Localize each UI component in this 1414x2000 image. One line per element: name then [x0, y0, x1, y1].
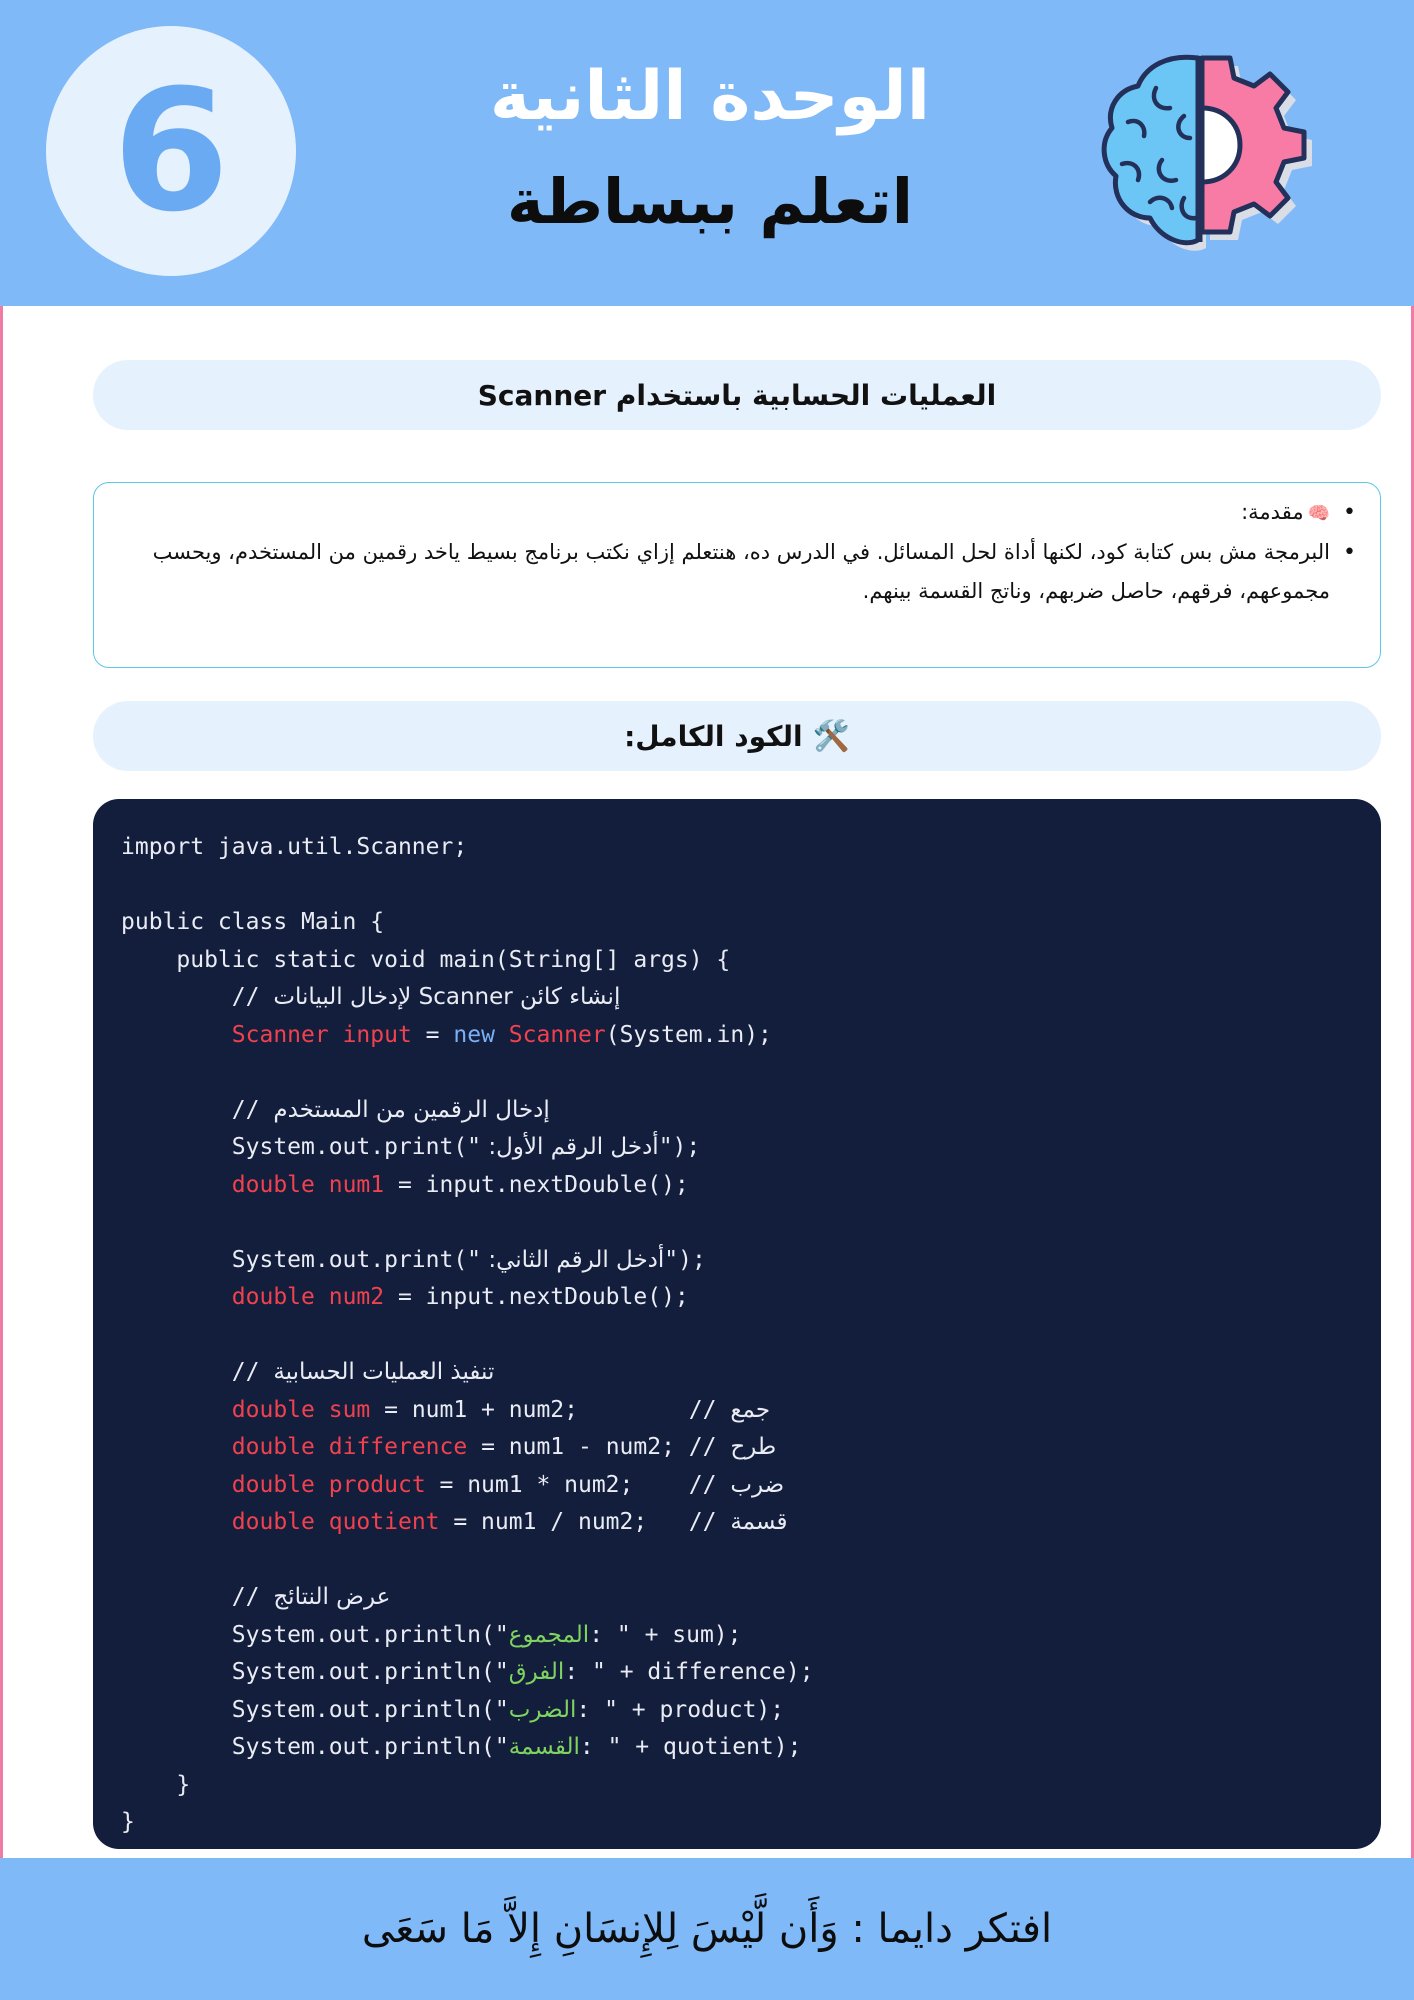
- code-token: quotient: [328, 1509, 440, 1535]
- code-token: }: [121, 1809, 135, 1835]
- code-token: الفرق: [508, 1659, 565, 1685]
- code-token: أدخل الرقم الأول:: [481, 1134, 659, 1160]
- code-token: double: [231, 1471, 315, 1498]
- code-token: جمع: [730, 1396, 771, 1423]
- code-token: = num1 * num2; //: [425, 1471, 731, 1498]
- code-line: [121, 904, 1381, 942]
- code-token: }: [121, 1771, 191, 1798]
- code-token: sum: [328, 1396, 371, 1423]
- code-token: (System.in);: [605, 1021, 772, 1048]
- code-token: [315, 1172, 329, 1198]
- code-line: [121, 1354, 1381, 1392]
- code-token: Scanner: [231, 1021, 329, 1048]
- code-token: : " + product);: [576, 1696, 785, 1723]
- code-line: [121, 1654, 1381, 1692]
- intro-paragraph-text: البرمجة مش بس كتابة كود، لكنها أداة لحل المسائل. في الدرس ده، هنتعلم إزاي نكتب برنامج بسيط ياخد رقمين من المستخدم، ويحسب مجموعهم، فرقهم، حاصل ضربهم، وناتج القسمة بينهم.: [152, 540, 1330, 603]
- code-line: [121, 1092, 1381, 1130]
- code-line: [121, 1579, 1381, 1617]
- code-token: num1: [328, 1171, 385, 1198]
- intro-box: [93, 482, 1381, 668]
- intro-heading: [104, 493, 1356, 533]
- code-token: = num1 + num2; //: [370, 1396, 731, 1423]
- code-token: //: [121, 1096, 274, 1123]
- code-token: عرض النتائج: [273, 1584, 391, 1610]
- code-token: public static void main(String[] args) {: [121, 946, 731, 973]
- code-token: : " + quotient);: [579, 1734, 802, 1760]
- code-line: [121, 1804, 1381, 1842]
- code-token: = input.nextDouble();: [384, 1171, 689, 1198]
- code-token: ضرب: [730, 1471, 785, 1498]
- code-token: double: [231, 1509, 315, 1535]
- page-footer: [0, 1858, 1414, 2000]
- unit-subtitle: اتعلم ببساطة: [507, 165, 913, 238]
- code-line: [121, 1242, 1381, 1280]
- code-line: [121, 1279, 1381, 1317]
- code-line: [121, 1054, 1381, 1092]
- code-token: = num1 - num2; //: [467, 1434, 731, 1460]
- code-token: [121, 1397, 232, 1423]
- code-token: [315, 1434, 329, 1460]
- intro-paragraph: [104, 533, 1356, 611]
- code-token: double: [231, 1284, 315, 1310]
- bullet-icon: •: [1343, 500, 1356, 525]
- code-line: [121, 1392, 1381, 1430]
- code-token: public class Main {: [121, 909, 385, 935]
- code-line: [121, 1617, 1381, 1655]
- code-token: product: [328, 1471, 426, 1498]
- code-token: difference: [328, 1434, 468, 1460]
- code-token: Scanner: [508, 1021, 606, 1048]
- code-token: //: [121, 1359, 274, 1385]
- unit-title: الوحدة الثانية: [489, 57, 931, 136]
- code-token: [121, 1434, 232, 1460]
- intro-heading-text: مقدمة:: [1241, 500, 1304, 524]
- code-token: [121, 1284, 232, 1310]
- code-token: double: [231, 1171, 315, 1198]
- code-token: المجموع: [508, 1621, 590, 1648]
- code-line: [121, 1167, 1381, 1205]
- code-token: [121, 1172, 232, 1198]
- section-title-text: العمليات الحسابية باستخدام Scanner: [477, 378, 997, 412]
- code-token: [121, 1022, 232, 1048]
- code-token: new: [453, 1021, 495, 1048]
- unit-number: 6: [112, 53, 230, 249]
- code-token: تنفيذ العمليات الحسابية: [273, 1359, 495, 1385]
- bullet-icon: •: [1343, 540, 1356, 565]
- code-token: System.out.print(": [121, 1134, 482, 1160]
- code-token: [495, 1022, 509, 1048]
- code-line: [121, 1129, 1381, 1167]
- code-line: [121, 1017, 1381, 1055]
- code-token: = num1 / num2; //: [439, 1509, 731, 1535]
- code-line: [121, 942, 1381, 980]
- code-line: [121, 1429, 1381, 1467]
- unit-number-badge: [46, 26, 296, 276]
- brain-gear-icon: [1098, 52, 1320, 262]
- code-line: [121, 1504, 1381, 1542]
- section-title: [93, 360, 1381, 430]
- code-token: System.out.print(": [121, 1246, 482, 1273]
- code-heading-text: الكود الكامل:: [624, 719, 803, 753]
- brain-icon: 🧠: [1307, 503, 1330, 524]
- code-line: [121, 1767, 1381, 1805]
- code-token: أدخل الرقم الثاني:: [481, 1246, 665, 1273]
- code-line: [121, 1542, 1381, 1580]
- code-token: القسمة: [508, 1734, 580, 1760]
- code-token: ");: [664, 1246, 706, 1273]
- code-token: //: [121, 1584, 274, 1610]
- code-token: ");: [658, 1134, 701, 1160]
- code-line: [121, 1467, 1381, 1505]
- code-line: [121, 1317, 1381, 1355]
- code-token: قسمة: [730, 1509, 788, 1535]
- code-token: [329, 1022, 343, 1048]
- code-token: [315, 1397, 329, 1423]
- page-header: [0, 0, 1414, 306]
- code-token: طرح: [730, 1434, 777, 1460]
- code-token: //: [121, 984, 274, 1010]
- code-token: double: [231, 1396, 315, 1423]
- code-token: System.out.println(": [121, 1696, 509, 1723]
- code-token: [315, 1509, 329, 1535]
- code-token: System.out.println(": [121, 1659, 509, 1685]
- code-token: [121, 1472, 232, 1498]
- code-token: الضرب: [508, 1696, 577, 1723]
- code-line: [121, 1204, 1381, 1242]
- code-token: import java.util.Scanner;: [121, 834, 468, 860]
- code-block: [93, 799, 1381, 1849]
- code-token: إنشاء كائن Scanner لإدخال البيانات: [273, 984, 621, 1010]
- code-token: input: [342, 1021, 412, 1048]
- code-token: [315, 1284, 329, 1310]
- code-token: إدخال الرقمين من المستخدم: [273, 1096, 550, 1123]
- code-token: : " + sum);: [589, 1621, 742, 1648]
- code-line: [121, 867, 1381, 905]
- code-token: =: [411, 1021, 454, 1048]
- code-heading: [93, 701, 1381, 771]
- code-token: [121, 1509, 232, 1535]
- code-token: System.out.println(": [121, 1734, 509, 1760]
- code-line: [121, 1729, 1381, 1767]
- code-token: = input.nextDouble();: [384, 1284, 689, 1310]
- code-line: [121, 1692, 1381, 1730]
- footer-quote: افتكر دايما : وَأَن لَّيْسَ لِلإِنسَانِ إِلاَّ مَا سَعَى: [361, 1906, 1053, 1952]
- code-token: [315, 1472, 329, 1498]
- tools-icon: 🛠️: [812, 718, 850, 754]
- code-token: num2: [328, 1284, 385, 1310]
- code-token: double: [231, 1434, 315, 1460]
- code-line: [121, 979, 1381, 1017]
- code-line: [121, 829, 1381, 867]
- code-token: System.out.println(": [121, 1621, 509, 1648]
- code-token: : " + difference);: [564, 1659, 814, 1685]
